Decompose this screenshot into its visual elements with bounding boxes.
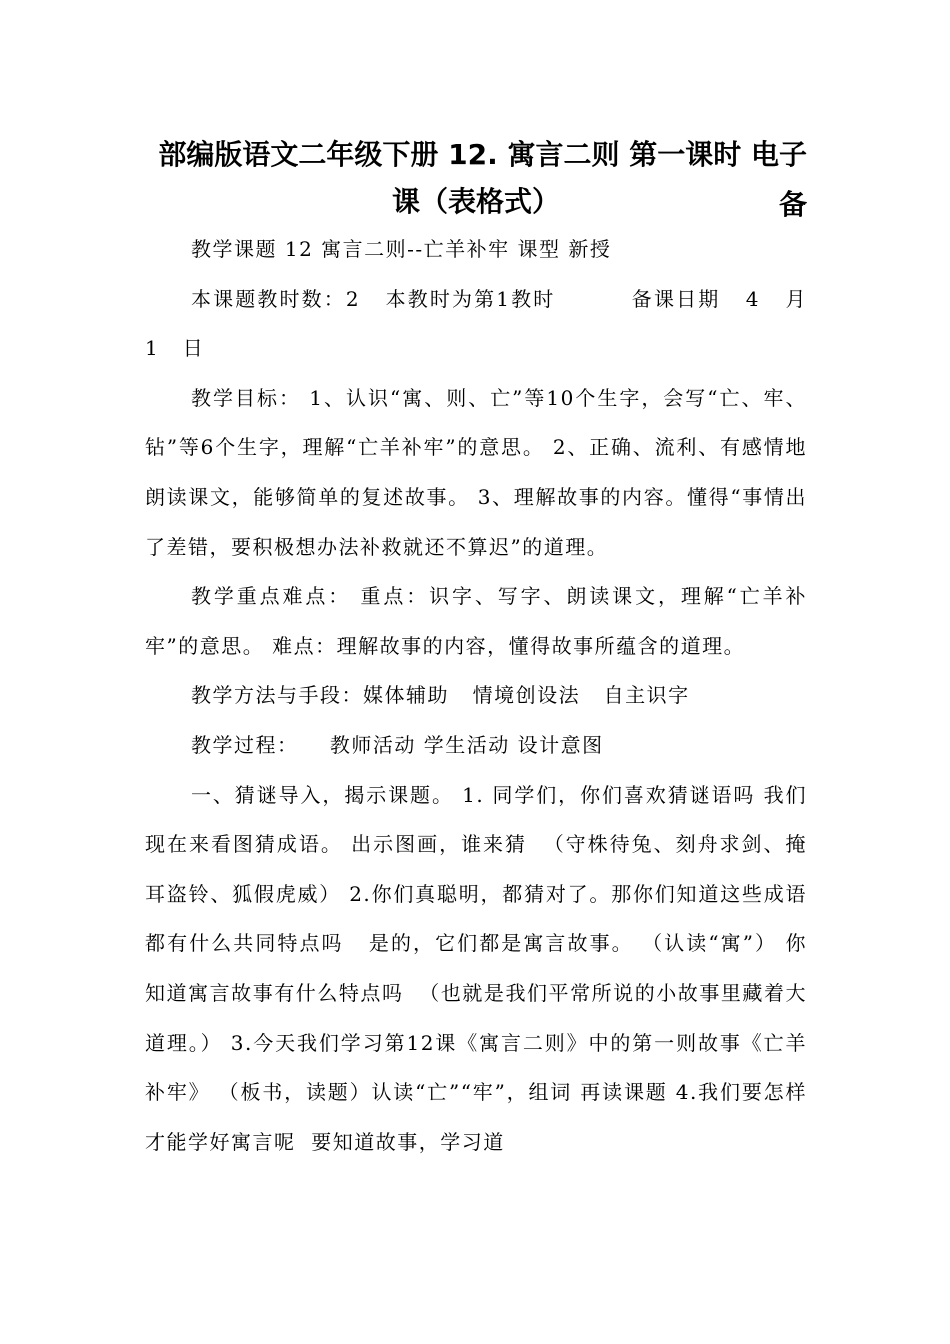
- paragraph-teaching-goals: 教学目标： 1、认识“寓、则、亡”等10个生字，会写“亡、牢、钻”等6个生字，理解“亡羊补牢”的意思。 2、正确、流利、有感情地朗读课文，能够简单的复述故事。 3、理解故事的内容。懂得“事情出了差错，要积极想办法补救就还不算迟”的道理。: [145, 385, 807, 559]
- document-title-line-2: 课（表格式）: [391, 185, 560, 218]
- paragraph-section-one: 一、猜谜导入，揭示课题。 1. 同学们，你们喜欢猜谜语吗 我们现在来看图猜成语。 出示图画，谁来猜 （守株待兔、刻舟求剑、掩耳盗铃、狐假虎威） 2.你们真聪明，都猜对了。那你们知道这些成语都有什么共同特点吗 是的，它们都是寓言故事。 （认读“寓”） 你知道寓言故事有什么特点吗 （也就是我们平常所说的小故事里藏着大道理。） 3.今天我们学习第12课《寓言二则》中的第一则故事《亡羊补牢》 （板书，读题）认读“亡”“牢”，组词 再读课题 4.我们要怎样才能学好寓言呢 要知道故事，学习道: [145, 782, 807, 1154]
- paragraph-lesson-topic: 教学课题 12 寓言二则--亡羊补牢 课型 新授: [191, 237, 612, 261]
- document-body: [145, 225, 831, 1167]
- document-title-line-1: 部编版语文二年级下册 12. 寓言二则 第一课时 电子备: [158, 138, 807, 221]
- paragraph-key-points: 教学重点难点： 重点：识字、写字、朗读课文，理解“亡羊补牢”的意思。 难点：理解故事的内容，懂得故事所蕴含的道理。: [145, 584, 807, 658]
- paragraph-teaching-process: 教学过程： 教师活动 学生活动 设计意图: [191, 732, 604, 757]
- paragraph-teaching-methods: 教学方法与手段：媒体辅助 情境创设法 自主识字: [191, 683, 690, 708]
- paragraph-lesson-hours: 本课题教时数：2 本教时为第1教时 备课日期 4 月 1 日: [145, 286, 831, 361]
